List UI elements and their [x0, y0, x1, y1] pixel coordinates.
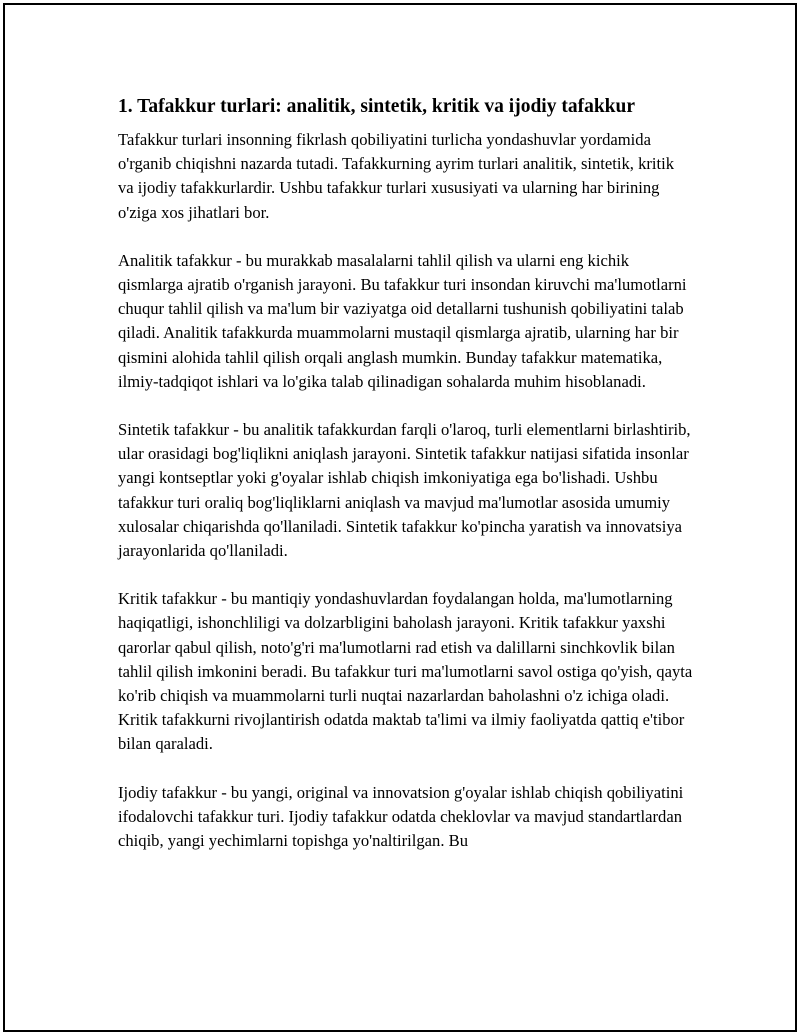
section-heading: 1. Tafakkur turlari: analitik, sintetik, kritik va ijodiy tafakkur [118, 96, 636, 117]
paragraph-creative: Ijodiy tafakkur - bu yangi, original va innovatsion g'oyalar ishlab chiqish qobiliyatini ifodalovchi tafakkur turi. Ijodiy tafakkur odatda cheklovlar va mavjud standartlardan chiqib, yangi yechimlarni topishga yo'naltirilgan. Bu [118, 782, 684, 851]
paragraph-analytic: Analitik tafakkur - bu murakkab masalalarni tahlil qilish va ularni eng kichik qismlarga ajratib o'rganish jarayoni. Bu tafakkur turi insondan kiruvchi ma'lumotlarni chuqur tahlil qilish va ma'lum bir vaziyatga oid detallarni tushunish qobiliyatini talab qiladi. Analitik tafakkurda muammolarni mustaqil qismlarga ajratib, ularning har bir qismini alohida tahlil qilish orqali anglash mumkin. Bunday tafakkur matematika, ilmiy-tadqiqot ishlari va lo'gika talab qilinadigan sohalarda muhim hisoblanadi. [118, 250, 687, 391]
paragraph-synthetic: Sintetik tafakkur - bu analitik tafakkurdan farqli o'laroq, turli elementlarni birlashtirib, ular orasidagi bog'liqlikni aniqlash jarayoni. Sintetik tafakkur natijasi sifatida insonlar yangi kontseptlar yoki g'oyalar ishlab chiqish imkoniyatiga ega bo'lishadi. Ushbu tafakkur turi oraliq bog'liqliklarni aniqlash va mavjud ma'lumotlar asosida umumiy xulosalar chiqarishda qo'llaniladi. Sintetik tafakkur ko'pincha yaratish va innovatsiya jarayonlarida qo'llaniladi. [118, 420, 691, 561]
paragraph-intro: Tafakkur turlari insonning fikrlash qobiliyatini turlicha yondashuvlar yordamida o'rganib chiqishni nazarda tutadi. Tafakkurning ayrim turlari analitik, sintetik, kritik va ijodiy tafakkurlardir. Ushbu tafakkur turlari xususiyati va ularning har birining o'ziga xos jihatlari bor. [118, 130, 675, 222]
paragraph-critical: Kritik tafakkur - bu mantiqiy yondashuvlardan foydalangan holda, ma'lumotlarning haqiqatligi, ishonchliligi va dolzarbligini baholash jarayoni. Kritik tafakkur yaxshi qarorlar qabul qilish, noto'g'ri ma'lumotlarni rad etish va dalillarni sinchkovlik bilan tahlil qilish imkonini beradi. Bu tafakkur turi ma'lumotlarni savol ostiga qo'yish, qayta ko'rib chiqish va muammolarni turli nuqtai nazarlardan baholashni o'z ichiga oladi. Kritik tafakkurni rivojlantirish odatda maktab ta'limi va ilmiy faoliyatda qattiq e'tibor bilan qaraladi. [118, 589, 693, 754]
document-body [118, 92, 693, 877]
